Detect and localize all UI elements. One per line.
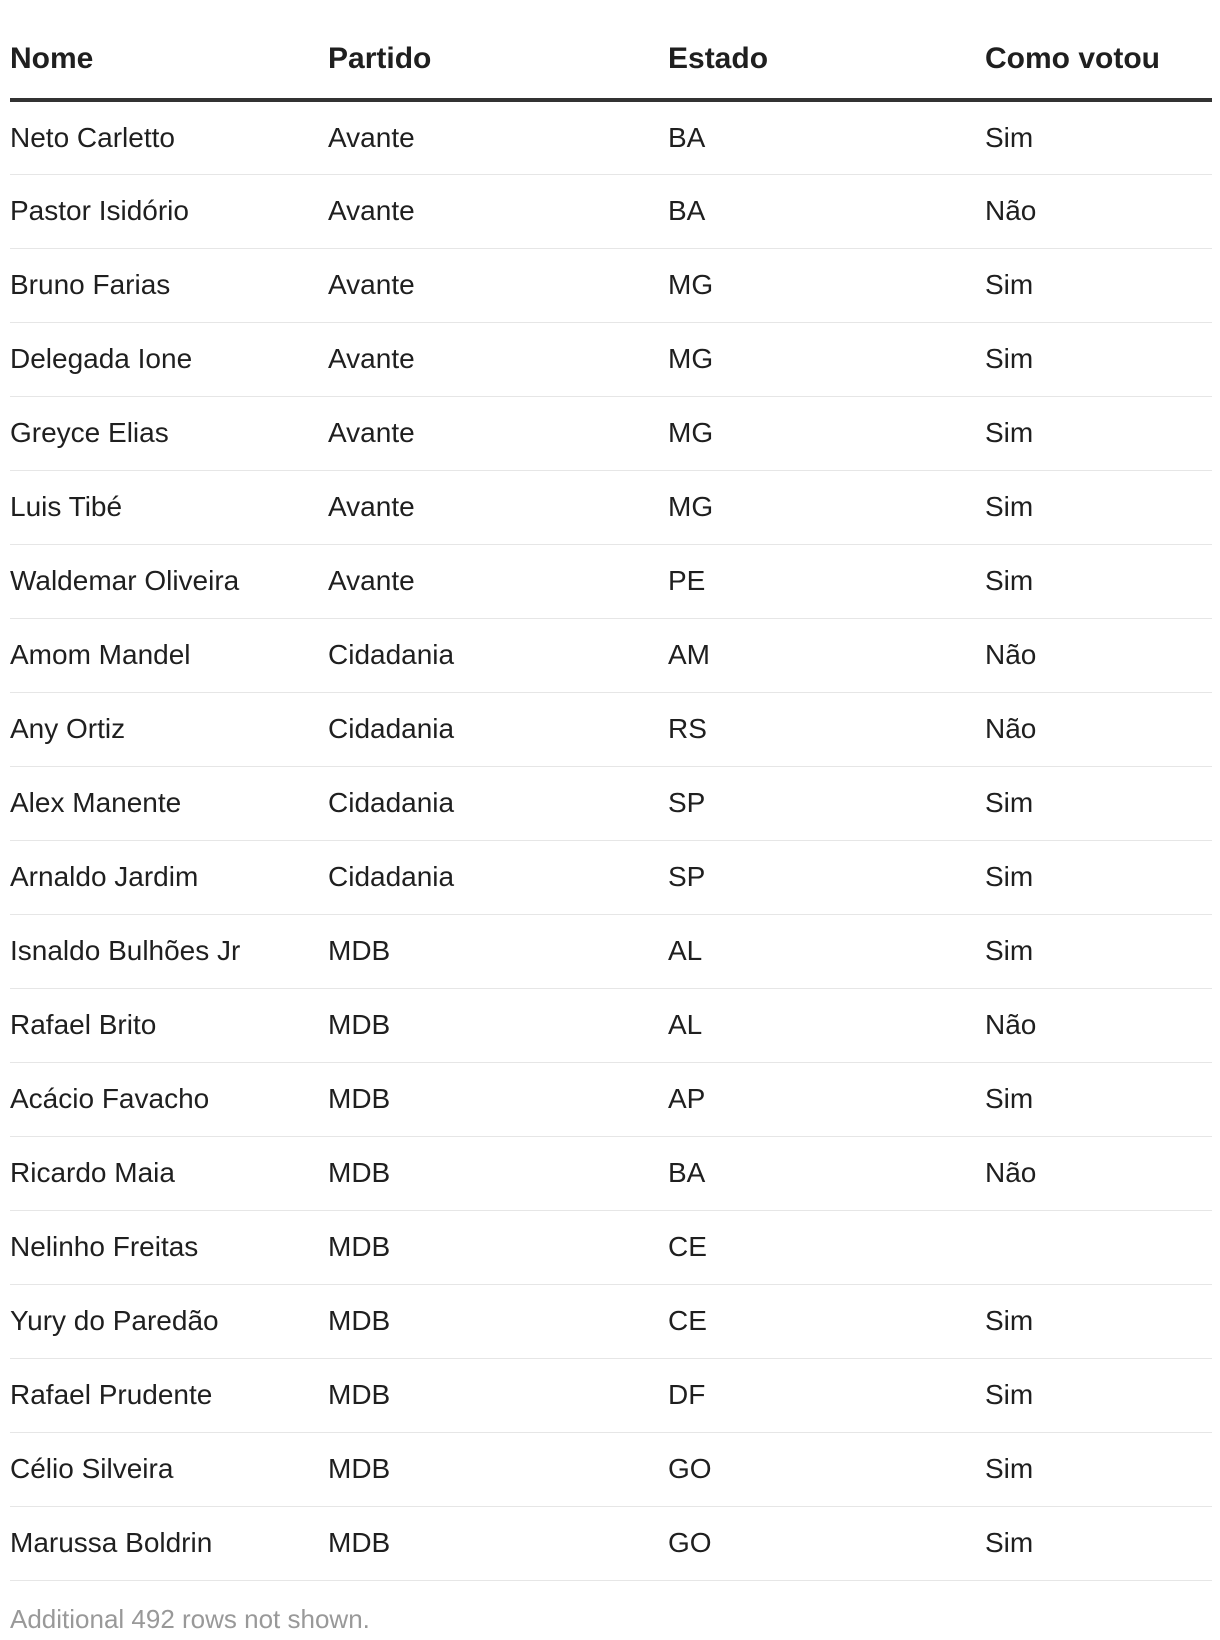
cell-nome: Marussa Boldrin [10, 1506, 328, 1580]
cell-estado: GO [668, 1432, 985, 1506]
cell-como-votou: Não [985, 692, 1212, 766]
cell-como-votou: Sim [985, 544, 1212, 618]
cell-estado: RS [668, 692, 985, 766]
rows-not-shown-note: Additional 492 rows not shown. [10, 1604, 370, 1634]
cell-como-votou: Sim [985, 322, 1212, 396]
cell-como-votou: Não [985, 618, 1212, 692]
cell-partido: MDB [328, 1210, 668, 1284]
header-row [10, 0, 1212, 100]
table-row [10, 1136, 1212, 1210]
cell-como-votou: Sim [985, 766, 1212, 840]
cell-nome: Delegada Ione [10, 322, 328, 396]
cell-como-votou: Não [985, 988, 1212, 1062]
cell-partido: MDB [328, 1136, 668, 1210]
cell-nome: Rafael Prudente [10, 1358, 328, 1432]
table-row [10, 914, 1212, 988]
cell-nome: Neto Carletto [10, 100, 328, 174]
cell-nome: Luis Tibé [10, 470, 328, 544]
cell-estado: GO [668, 1506, 985, 1580]
table-row [10, 618, 1212, 692]
table-row [10, 544, 1212, 618]
cell-partido: Avante [328, 470, 668, 544]
cell-como-votou: Sim [985, 396, 1212, 470]
table-row [10, 396, 1212, 470]
cell-estado: SP [668, 766, 985, 840]
cell-partido: Cidadania [328, 766, 668, 840]
table-row [10, 174, 1212, 248]
table-row [10, 470, 1212, 544]
cell-como-votou: Sim [985, 1432, 1212, 1506]
table-row [10, 1284, 1212, 1358]
cell-como-votou: Sim [985, 100, 1212, 174]
cell-nome: Arnaldo Jardim [10, 840, 328, 914]
cell-como-votou: Sim [985, 470, 1212, 544]
column-header-partido[interactable]: Partido [328, 0, 668, 100]
table-row [10, 248, 1212, 322]
cell-partido: Avante [328, 544, 668, 618]
cell-estado: MG [668, 396, 985, 470]
cell-nome: Amom Mandel [10, 618, 328, 692]
table-row [10, 100, 1212, 174]
table-row [10, 322, 1212, 396]
table-body [10, 100, 1212, 1580]
cell-como-votou: Sim [985, 1284, 1212, 1358]
cell-partido: Cidadania [328, 840, 668, 914]
cell-nome: Isnaldo Bulhões Jr [10, 914, 328, 988]
table-row [10, 1432, 1212, 1506]
cell-partido: Avante [328, 396, 668, 470]
cell-como-votou: Sim [985, 840, 1212, 914]
cell-partido: MDB [328, 914, 668, 988]
cell-estado: SP [668, 840, 985, 914]
cell-partido: MDB [328, 988, 668, 1062]
cell-partido: MDB [328, 1506, 668, 1580]
cell-estado: AL [668, 988, 985, 1062]
cell-partido: MDB [328, 1062, 668, 1136]
cell-nome: Rafael Brito [10, 988, 328, 1062]
cell-estado: AP [668, 1062, 985, 1136]
column-header-nome[interactable]: Nome [10, 0, 328, 100]
table-row [10, 1358, 1212, 1432]
cell-partido: MDB [328, 1284, 668, 1358]
cell-partido: MDB [328, 1358, 668, 1432]
table-row [10, 1062, 1212, 1136]
cell-partido: Avante [328, 248, 668, 322]
cell-nome: Alex Manente [10, 766, 328, 840]
cell-estado: CE [668, 1210, 985, 1284]
cell-partido: Cidadania [328, 692, 668, 766]
cell-estado: PE [668, 544, 985, 618]
table-row [10, 766, 1212, 840]
cell-nome: Acácio Favacho [10, 1062, 328, 1136]
column-header-estado[interactable]: Estado [668, 0, 985, 100]
cell-nome: Bruno Farias [10, 248, 328, 322]
table-row [10, 692, 1212, 766]
cell-nome: Nelinho Freitas [10, 1210, 328, 1284]
cell-nome: Any Ortiz [10, 692, 328, 766]
cell-nome: Pastor Isidório [10, 174, 328, 248]
cell-estado: DF [668, 1358, 985, 1432]
cell-estado: CE [668, 1284, 985, 1358]
cell-nome: Yury do Paredão [10, 1284, 328, 1358]
cell-como-votou [985, 1210, 1212, 1284]
cell-como-votou: Sim [985, 1358, 1212, 1432]
cell-estado: BA [668, 1136, 985, 1210]
table-row [10, 988, 1212, 1062]
cell-nome: Greyce Elias [10, 396, 328, 470]
table-header [10, 0, 1212, 100]
cell-como-votou: Sim [985, 1506, 1212, 1580]
cell-estado: MG [668, 470, 985, 544]
votes-table [10, 0, 1212, 1581]
cell-estado: MG [668, 248, 985, 322]
cell-nome: Ricardo Maia [10, 1136, 328, 1210]
cell-como-votou: Sim [985, 1062, 1212, 1136]
cell-estado: BA [668, 100, 985, 174]
cell-como-votou: Sim [985, 248, 1212, 322]
cell-partido: Avante [328, 322, 668, 396]
cell-nome: Waldemar Oliveira [10, 544, 328, 618]
cell-estado: BA [668, 174, 985, 248]
cell-como-votou: Não [985, 1136, 1212, 1210]
table-row [10, 840, 1212, 914]
cell-partido: Avante [328, 174, 668, 248]
votes-table-container [10, 0, 1212, 1581]
table-row [10, 1210, 1212, 1284]
cell-partido: Avante [328, 100, 668, 174]
cell-estado: MG [668, 322, 985, 396]
cell-estado: AM [668, 618, 985, 692]
cell-partido: MDB [328, 1432, 668, 1506]
cell-como-votou: Sim [985, 914, 1212, 988]
cell-partido: Cidadania [328, 618, 668, 692]
cell-como-votou: Não [985, 174, 1212, 248]
cell-nome: Célio Silveira [10, 1432, 328, 1506]
table-row [10, 1506, 1212, 1580]
cell-estado: AL [668, 914, 985, 988]
column-header-como-votou[interactable]: Como votou [985, 0, 1212, 100]
